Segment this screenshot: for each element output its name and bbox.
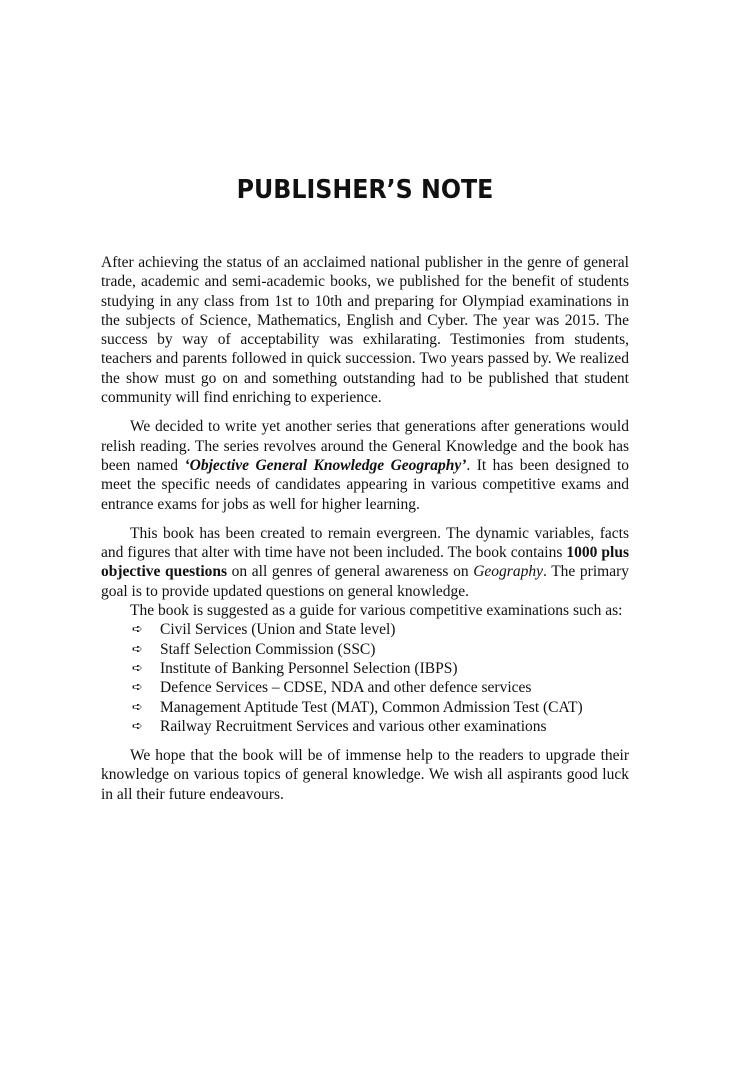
book-title: ‘Objective General Knowledge Geography’: [184, 456, 467, 474]
arrow-right-outline-icon: ➪: [132, 699, 143, 715]
list-item: [101, 620, 629, 639]
page-title: PUBLISHER’S NOTE: [236, 175, 494, 205]
paragraph-content: [101, 524, 629, 601]
paragraph-intro: After achieving the status of an acclaimed national publisher in the genre of general trade, academic and semi-academic books, we published for the benefit of students studying in any class from 1st to 10th and preparing for Olympiad examinations in the subjects of Science, Mathematics, English and Cyber. The year was 2015. The success by way of acceptability was exhilarating. Testimonies from students, teachers and parents followed in quick succession. Two years passed by. We realized the show must go on and something outstanding had to be published that student community will find enriching to experience.: [101, 254, 629, 407]
list-item-label: Staff Selection Commission (SSC): [160, 640, 376, 658]
arrow-right-outline-icon: ➪: [132, 641, 143, 657]
note-body: [101, 253, 629, 814]
paragraph-content-text-2: on all genres of general awareness on: [227, 563, 474, 581]
list-item: [101, 640, 629, 659]
arrow-right-outline-icon: ➪: [132, 680, 143, 696]
paragraph-series-text-1: We decided to write yet another series that generations after generations would relish reading. The series revolves around the General Knowledge and the book has been named: [101, 418, 629, 474]
paragraph-suggested: The book is suggested as a guide for various competitive examinations such as:: [130, 602, 623, 620]
paragraph-content-text-1: This book has been created to remain evergreen. The dynamic variables, facts and figures that alter with time have not been included. The book contains: [101, 524, 629, 562]
list-item-label: Civil Services (Union and State level): [160, 621, 396, 639]
arrow-right-outline-icon: ➪: [132, 718, 143, 734]
arrow-right-outline-icon: ➪: [132, 660, 143, 676]
exam-list: [101, 620, 629, 736]
arrow-right-outline-icon: ➪: [132, 622, 143, 638]
list-item: [101, 659, 629, 678]
subject-name: Geography: [473, 563, 543, 581]
list-item-label: Management Aptitude Test (MAT), Common Admission Test (CAT): [160, 698, 583, 716]
list-item-label: Defence Services – CDSE, NDA and other defence services: [160, 679, 532, 697]
list-item-label: Railway Recruitment Services and various other examinations: [160, 717, 547, 735]
paragraph-content-text-3: . The primary goal is to provide updated questions on general knowledge.: [101, 563, 629, 600]
list-item: [101, 698, 629, 717]
list-item: [101, 717, 629, 736]
list-item: [101, 678, 629, 697]
list-item-label: Institute of Banking Personnel Selection (IBPS): [160, 659, 458, 677]
paragraph-series-text-2: . It has been designed to meet the specific needs of candidates appearing in various competitive exams and entrance exams for jobs as well for higher learning.: [101, 456, 629, 513]
question-count: 1000 plus objective questions: [101, 544, 629, 581]
paragraph-closing: We hope that the book will be of immense help to the readers to upgrade their knowledge on various topics of general knowledge. We wish all aspirants good luck in all their future endeavours.: [101, 747, 629, 803]
paragraph-series: [101, 417, 629, 513]
